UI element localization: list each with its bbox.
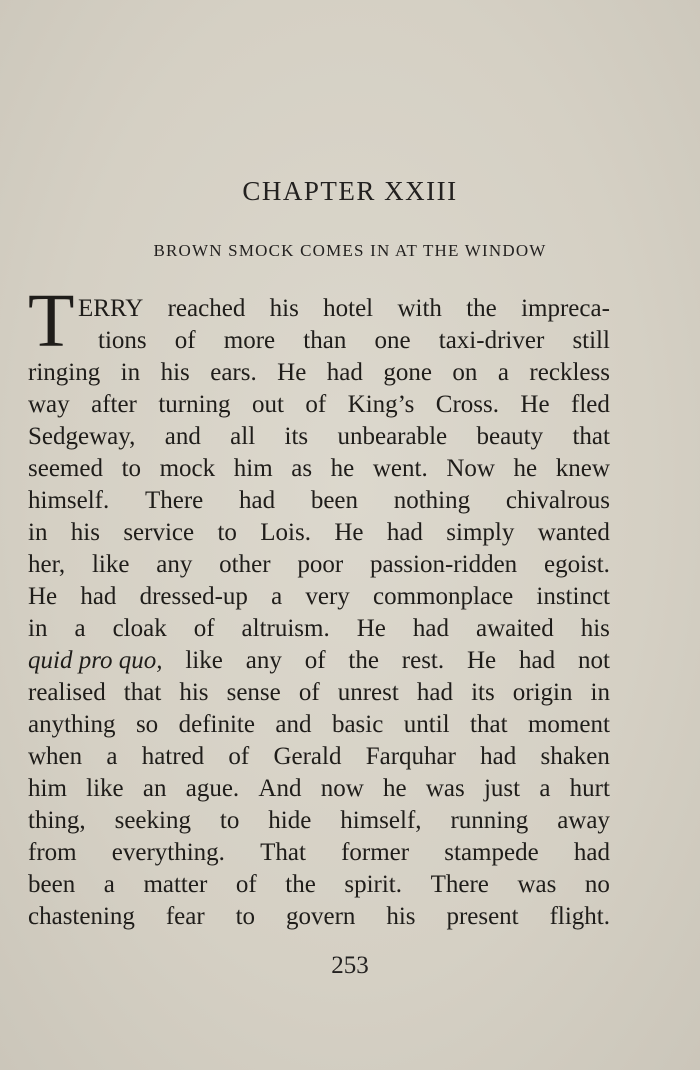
word: all: [230, 423, 256, 450]
word: of: [193, 615, 215, 642]
word: basic: [331, 711, 384, 738]
word: had: [519, 647, 556, 674]
word: himself.: [28, 487, 110, 514]
word: spirit.: [344, 871, 403, 898]
chapter-title: CHAPTER XXIII: [242, 176, 458, 206]
chapter-subtitle: BROWN SMOCK COMES IN AT THE WINDOW: [153, 241, 547, 260]
word: the: [348, 647, 379, 674]
word: ringing: [28, 359, 101, 386]
word: taxi-driver: [438, 327, 545, 354]
word: in: [120, 359, 141, 386]
drop-cap: T: [28, 279, 75, 363]
word: him: [28, 775, 67, 802]
word: fled: [571, 391, 610, 418]
word: fear: [165, 903, 205, 930]
word: like: [185, 647, 223, 674]
word: had: [238, 487, 276, 514]
word: and: [275, 711, 312, 738]
text-line: [78, 293, 610, 325]
word: He: [467, 647, 497, 674]
word: moment: [527, 711, 610, 738]
word: from: [28, 839, 77, 866]
word: egoist.: [543, 551, 610, 578]
word: anything: [28, 711, 116, 738]
word: hide: [268, 807, 312, 834]
text-line: [28, 485, 610, 517]
text-line: [28, 677, 610, 709]
word: a: [103, 871, 115, 898]
word: had: [573, 839, 610, 866]
word: in: [28, 615, 48, 642]
text-line: [28, 805, 610, 837]
word: rest.: [401, 647, 445, 674]
word: nothing: [393, 487, 471, 514]
word: realised: [28, 679, 106, 706]
text-line: [28, 453, 610, 485]
word: more: [223, 327, 276, 354]
word: a: [497, 359, 509, 386]
word: seeking: [114, 807, 191, 834]
word: him: [233, 455, 273, 482]
word: Farquhar: [365, 743, 456, 770]
word: he: [383, 775, 407, 802]
word: and: [164, 423, 201, 450]
text-line: [28, 837, 610, 869]
word: simply: [446, 519, 515, 546]
text-line: [28, 421, 610, 453]
word: awaited: [475, 615, 554, 642]
word: of: [304, 647, 326, 674]
word: like: [91, 551, 130, 578]
word: former: [341, 839, 410, 866]
text-line: [28, 773, 610, 805]
word: flight.: [549, 903, 610, 930]
word: unrest: [337, 679, 399, 706]
word: He: [277, 359, 307, 386]
word: definite: [178, 711, 255, 738]
word: He: [520, 391, 550, 418]
word: himself,: [340, 807, 422, 834]
word: other: [219, 551, 271, 578]
word: govern: [285, 903, 356, 930]
word: Cross.: [435, 391, 499, 418]
word: matter: [143, 871, 208, 898]
word: mock: [159, 455, 216, 482]
word: he: [513, 455, 538, 482]
word: And: [258, 775, 302, 802]
word: chastening: [28, 903, 135, 930]
word: his: [160, 359, 190, 386]
word: Gerald: [273, 743, 342, 770]
word: a: [271, 583, 283, 610]
word: passion-ridden: [369, 551, 518, 578]
word: to: [217, 519, 237, 546]
word: when: [28, 743, 83, 770]
word: was: [425, 775, 465, 802]
body-text: [28, 293, 610, 933]
word: commonplace: [372, 583, 514, 610]
text-line: [28, 581, 610, 613]
word: instinct: [536, 583, 610, 610]
word: of: [228, 743, 250, 770]
word: still: [572, 327, 610, 354]
word: He: [28, 583, 58, 610]
word: until: [403, 711, 450, 738]
word: beauty: [476, 423, 544, 450]
word: his: [70, 519, 100, 546]
word: tions: [98, 327, 147, 354]
word: stampede: [444, 839, 539, 866]
text-line: [28, 645, 610, 677]
word: hotel: [323, 295, 374, 322]
word: to: [219, 807, 240, 834]
word: so: [135, 711, 159, 738]
word: hatred: [141, 743, 205, 770]
word: ERRY: [78, 295, 144, 322]
word: knew: [555, 455, 610, 482]
page-number: 253: [331, 952, 369, 979]
word: had: [386, 519, 423, 546]
word: quid pro quo,: [28, 647, 163, 674]
word: now: [320, 775, 364, 802]
word: turning: [158, 391, 231, 418]
text-line: [98, 325, 610, 357]
word: sense: [226, 679, 281, 706]
word: There: [144, 487, 204, 514]
word: gone: [383, 359, 432, 386]
word: that: [123, 679, 162, 706]
word: any: [156, 551, 193, 578]
word: no: [584, 871, 610, 898]
word: of: [298, 679, 320, 706]
word: was: [517, 871, 557, 898]
word: unbearable: [337, 423, 448, 450]
text-line: [28, 357, 610, 389]
word: that: [470, 711, 508, 738]
word: had: [412, 615, 449, 642]
word: as: [291, 455, 313, 482]
word: seemed: [28, 455, 103, 482]
text-line: [28, 389, 610, 421]
word: been: [310, 487, 359, 514]
word: Sedgeway,: [28, 423, 136, 450]
word: wanted: [537, 519, 610, 546]
word: on: [452, 359, 478, 386]
word: everything.: [111, 839, 225, 866]
word: its: [284, 423, 309, 450]
word: out: [251, 391, 284, 418]
word: Lois.: [260, 519, 311, 546]
word: He: [356, 615, 386, 642]
word: than: [303, 327, 347, 354]
word: went.: [372, 455, 428, 482]
word: of: [174, 327, 196, 354]
word: shaken: [540, 743, 610, 770]
word: her,: [28, 551, 66, 578]
word: a: [539, 775, 551, 802]
word: like: [86, 775, 124, 802]
word: That: [260, 839, 306, 866]
word: one: [374, 327, 411, 354]
text-line: [28, 901, 610, 933]
word: a: [74, 615, 86, 642]
word: just: [483, 775, 521, 802]
text-line: [28, 613, 610, 645]
word: of: [235, 871, 257, 898]
word: its: [471, 679, 495, 706]
word: service: [123, 519, 195, 546]
word: There: [430, 871, 489, 898]
word: to: [121, 455, 142, 482]
text-line: [28, 709, 610, 741]
word: way: [28, 391, 70, 418]
word: of: [305, 391, 327, 418]
text-line: [28, 549, 610, 581]
word: chivalrous: [505, 487, 610, 514]
word: he: [330, 455, 355, 482]
word: present: [446, 903, 519, 930]
word: ague.: [185, 775, 240, 802]
word: poor: [297, 551, 344, 578]
word: had: [416, 679, 453, 706]
word: had: [326, 359, 363, 386]
word: running: [450, 807, 529, 834]
word: in: [28, 519, 48, 546]
word: reckless: [529, 359, 610, 386]
word: that: [572, 423, 610, 450]
word: hurt: [569, 775, 610, 802]
word: his: [179, 679, 209, 706]
word: altruism.: [241, 615, 330, 642]
word: impreca-: [521, 295, 610, 322]
word: his: [580, 615, 610, 642]
text-line: [28, 741, 610, 773]
word: been: [28, 871, 76, 898]
word: ears.: [210, 359, 257, 386]
word: in: [590, 679, 610, 706]
word: King’s: [347, 391, 415, 418]
word: dressed-up: [139, 583, 248, 610]
word: very: [305, 583, 350, 610]
word: reached: [167, 295, 246, 322]
text-line: [28, 869, 610, 901]
text-line: [28, 517, 610, 549]
word: Now: [446, 455, 495, 482]
word: not: [577, 647, 610, 674]
word: to: [235, 903, 256, 930]
word: the: [285, 871, 316, 898]
word: with: [397, 295, 442, 322]
word: the: [466, 295, 497, 322]
word: He: [334, 519, 364, 546]
word: had: [480, 743, 517, 770]
word: his: [386, 903, 416, 930]
word: origin: [512, 679, 573, 706]
word: an: [142, 775, 167, 802]
word: away: [557, 807, 610, 834]
word: after: [91, 391, 137, 418]
word: his: [269, 295, 299, 322]
word: a: [106, 743, 118, 770]
word: had: [80, 583, 117, 610]
word: any: [245, 647, 282, 674]
word: cloak: [112, 615, 167, 642]
word: thing,: [28, 807, 86, 834]
